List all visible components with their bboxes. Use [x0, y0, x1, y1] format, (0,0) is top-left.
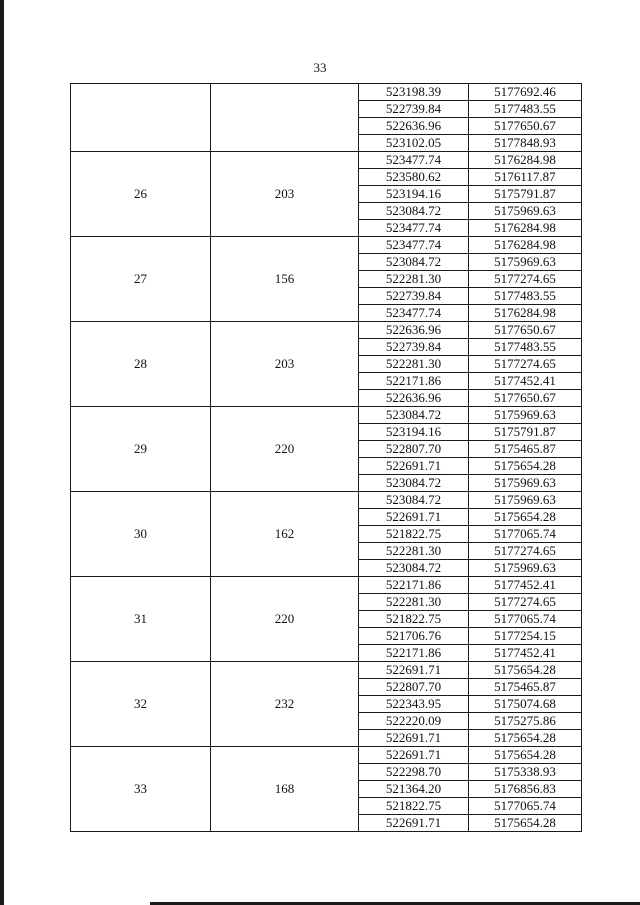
- x-coordinate-cell: 522281.30: [359, 271, 469, 288]
- plot-number-cell: [71, 84, 211, 152]
- table-row: [71, 152, 582, 169]
- y-coordinate-cell: 5177483.55: [469, 339, 582, 356]
- x-coordinate-cell: 521822.75: [359, 798, 469, 815]
- y-coordinate-cell: 5175969.63: [469, 492, 582, 509]
- y-coordinate-cell: 5177650.67: [469, 390, 582, 407]
- table-row: [71, 577, 582, 594]
- x-coordinate-cell: 522171.86: [359, 577, 469, 594]
- area-cell: 156: [211, 237, 359, 322]
- y-coordinate-cell: 5175654.28: [469, 730, 582, 747]
- y-coordinate-cell: 5177452.41: [469, 577, 582, 594]
- x-coordinate-cell: 523580.62: [359, 169, 469, 186]
- x-coordinate-cell: 522636.96: [359, 390, 469, 407]
- y-coordinate-cell: 5175969.63: [469, 203, 582, 220]
- x-coordinate-cell: 523084.72: [359, 254, 469, 271]
- y-coordinate-cell: 5175969.63: [469, 254, 582, 271]
- scan-edge-left: [0, 0, 4, 905]
- x-coordinate-cell: 522636.96: [359, 118, 469, 135]
- table-row: [71, 322, 582, 339]
- y-coordinate-cell: 5175791.87: [469, 186, 582, 203]
- x-coordinate-cell: 521822.75: [359, 611, 469, 628]
- x-coordinate-cell: 523198.39: [359, 84, 469, 101]
- area-cell: [211, 84, 359, 152]
- x-coordinate-cell: 522281.30: [359, 543, 469, 560]
- y-coordinate-cell: 5177483.55: [469, 101, 582, 118]
- table-row: [71, 747, 582, 764]
- x-coordinate-cell: 523102.05: [359, 135, 469, 152]
- y-coordinate-cell: 5177274.65: [469, 356, 582, 373]
- x-coordinate-cell: 522739.84: [359, 101, 469, 118]
- coordinates-table-body: [71, 84, 582, 832]
- table-row: [71, 407, 582, 424]
- x-coordinate-cell: 522691.71: [359, 815, 469, 832]
- y-coordinate-cell: 5175969.63: [469, 475, 582, 492]
- table-row: [71, 237, 582, 254]
- x-coordinate-cell: 522298.70: [359, 764, 469, 781]
- y-coordinate-cell: 5177452.41: [469, 645, 582, 662]
- plot-number-cell: 28: [71, 322, 211, 407]
- table-row: [71, 492, 582, 509]
- x-coordinate-cell: 523084.72: [359, 407, 469, 424]
- area-cell: 220: [211, 407, 359, 492]
- y-coordinate-cell: 5176284.98: [469, 237, 582, 254]
- y-coordinate-cell: 5177483.55: [469, 288, 582, 305]
- y-coordinate-cell: 5175654.28: [469, 458, 582, 475]
- area-cell: 203: [211, 322, 359, 407]
- y-coordinate-cell: 5177274.65: [469, 543, 582, 560]
- x-coordinate-cell: 523084.72: [359, 560, 469, 577]
- x-coordinate-cell: 523477.74: [359, 305, 469, 322]
- x-coordinate-cell: 522281.30: [359, 594, 469, 611]
- x-coordinate-cell: 521364.20: [359, 781, 469, 798]
- y-coordinate-cell: 5175074.68: [469, 696, 582, 713]
- table-row: [71, 84, 582, 101]
- y-coordinate-cell: 5176284.98: [469, 152, 582, 169]
- y-coordinate-cell: 5177848.93: [469, 135, 582, 152]
- x-coordinate-cell: 523194.16: [359, 186, 469, 203]
- y-coordinate-cell: 5177452.41: [469, 373, 582, 390]
- x-coordinate-cell: 521706.76: [359, 628, 469, 645]
- x-coordinate-cell: 523084.72: [359, 492, 469, 509]
- x-coordinate-cell: 522807.70: [359, 679, 469, 696]
- x-coordinate-cell: 521822.75: [359, 526, 469, 543]
- x-coordinate-cell: 522171.86: [359, 645, 469, 662]
- y-coordinate-cell: 5177650.67: [469, 322, 582, 339]
- y-coordinate-cell: 5175969.63: [469, 560, 582, 577]
- y-coordinate-cell: 5177065.74: [469, 611, 582, 628]
- plot-number-cell: 29: [71, 407, 211, 492]
- x-coordinate-cell: 522636.96: [359, 322, 469, 339]
- y-coordinate-cell: 5177692.46: [469, 84, 582, 101]
- area-cell: 162: [211, 492, 359, 577]
- x-coordinate-cell: 522739.84: [359, 288, 469, 305]
- y-coordinate-cell: 5175969.63: [469, 407, 582, 424]
- y-coordinate-cell: 5177274.65: [469, 271, 582, 288]
- y-coordinate-cell: 5175465.87: [469, 441, 582, 458]
- y-coordinate-cell: 5175654.28: [469, 509, 582, 526]
- y-coordinate-cell: 5175275.86: [469, 713, 582, 730]
- y-coordinate-cell: 5176856.83: [469, 781, 582, 798]
- plot-number-cell: 32: [71, 662, 211, 747]
- area-cell: 232: [211, 662, 359, 747]
- y-coordinate-cell: 5177650.67: [469, 118, 582, 135]
- y-coordinate-cell: 5175338.93: [469, 764, 582, 781]
- x-coordinate-cell: 522691.71: [359, 458, 469, 475]
- x-coordinate-cell: 522691.71: [359, 662, 469, 679]
- plot-number-cell: 26: [71, 152, 211, 237]
- x-coordinate-cell: 522220.09: [359, 713, 469, 730]
- plot-number-cell: 27: [71, 237, 211, 322]
- y-coordinate-cell: 5177065.74: [469, 798, 582, 815]
- y-coordinate-cell: 5175654.28: [469, 815, 582, 832]
- x-coordinate-cell: 523477.74: [359, 220, 469, 237]
- y-coordinate-cell: 5177065.74: [469, 526, 582, 543]
- x-coordinate-cell: 523477.74: [359, 237, 469, 254]
- x-coordinate-cell: 522739.84: [359, 339, 469, 356]
- x-coordinate-cell: 522691.71: [359, 509, 469, 526]
- area-cell: 203: [211, 152, 359, 237]
- y-coordinate-cell: 5177254.15: [469, 628, 582, 645]
- plot-number-cell: 33: [71, 747, 211, 832]
- y-coordinate-cell: 5176117.87: [469, 169, 582, 186]
- page-number: 33: [313, 60, 327, 75]
- y-coordinate-cell: 5177274.65: [469, 594, 582, 611]
- y-coordinate-cell: 5176284.98: [469, 220, 582, 237]
- x-coordinate-cell: 522171.86: [359, 373, 469, 390]
- y-coordinate-cell: 5175791.87: [469, 424, 582, 441]
- x-coordinate-cell: 522691.71: [359, 747, 469, 764]
- x-coordinate-cell: 522691.71: [359, 730, 469, 747]
- x-coordinate-cell: 523084.72: [359, 203, 469, 220]
- area-cell: 168: [211, 747, 359, 832]
- plot-number-cell: 31: [71, 577, 211, 662]
- x-coordinate-cell: 523084.72: [359, 475, 469, 492]
- y-coordinate-cell: 5175654.28: [469, 747, 582, 764]
- x-coordinate-cell: 522281.30: [359, 356, 469, 373]
- area-cell: 220: [211, 577, 359, 662]
- plot-number-cell: 30: [71, 492, 211, 577]
- x-coordinate-cell: 522343.95: [359, 696, 469, 713]
- x-coordinate-cell: 522807.70: [359, 441, 469, 458]
- y-coordinate-cell: 5175654.28: [469, 662, 582, 679]
- coordinates-table: [70, 83, 582, 832]
- y-coordinate-cell: 5176284.98: [469, 305, 582, 322]
- x-coordinate-cell: 523194.16: [359, 424, 469, 441]
- x-coordinate-cell: 523477.74: [359, 152, 469, 169]
- table-row: [71, 662, 582, 679]
- y-coordinate-cell: 5175465.87: [469, 679, 582, 696]
